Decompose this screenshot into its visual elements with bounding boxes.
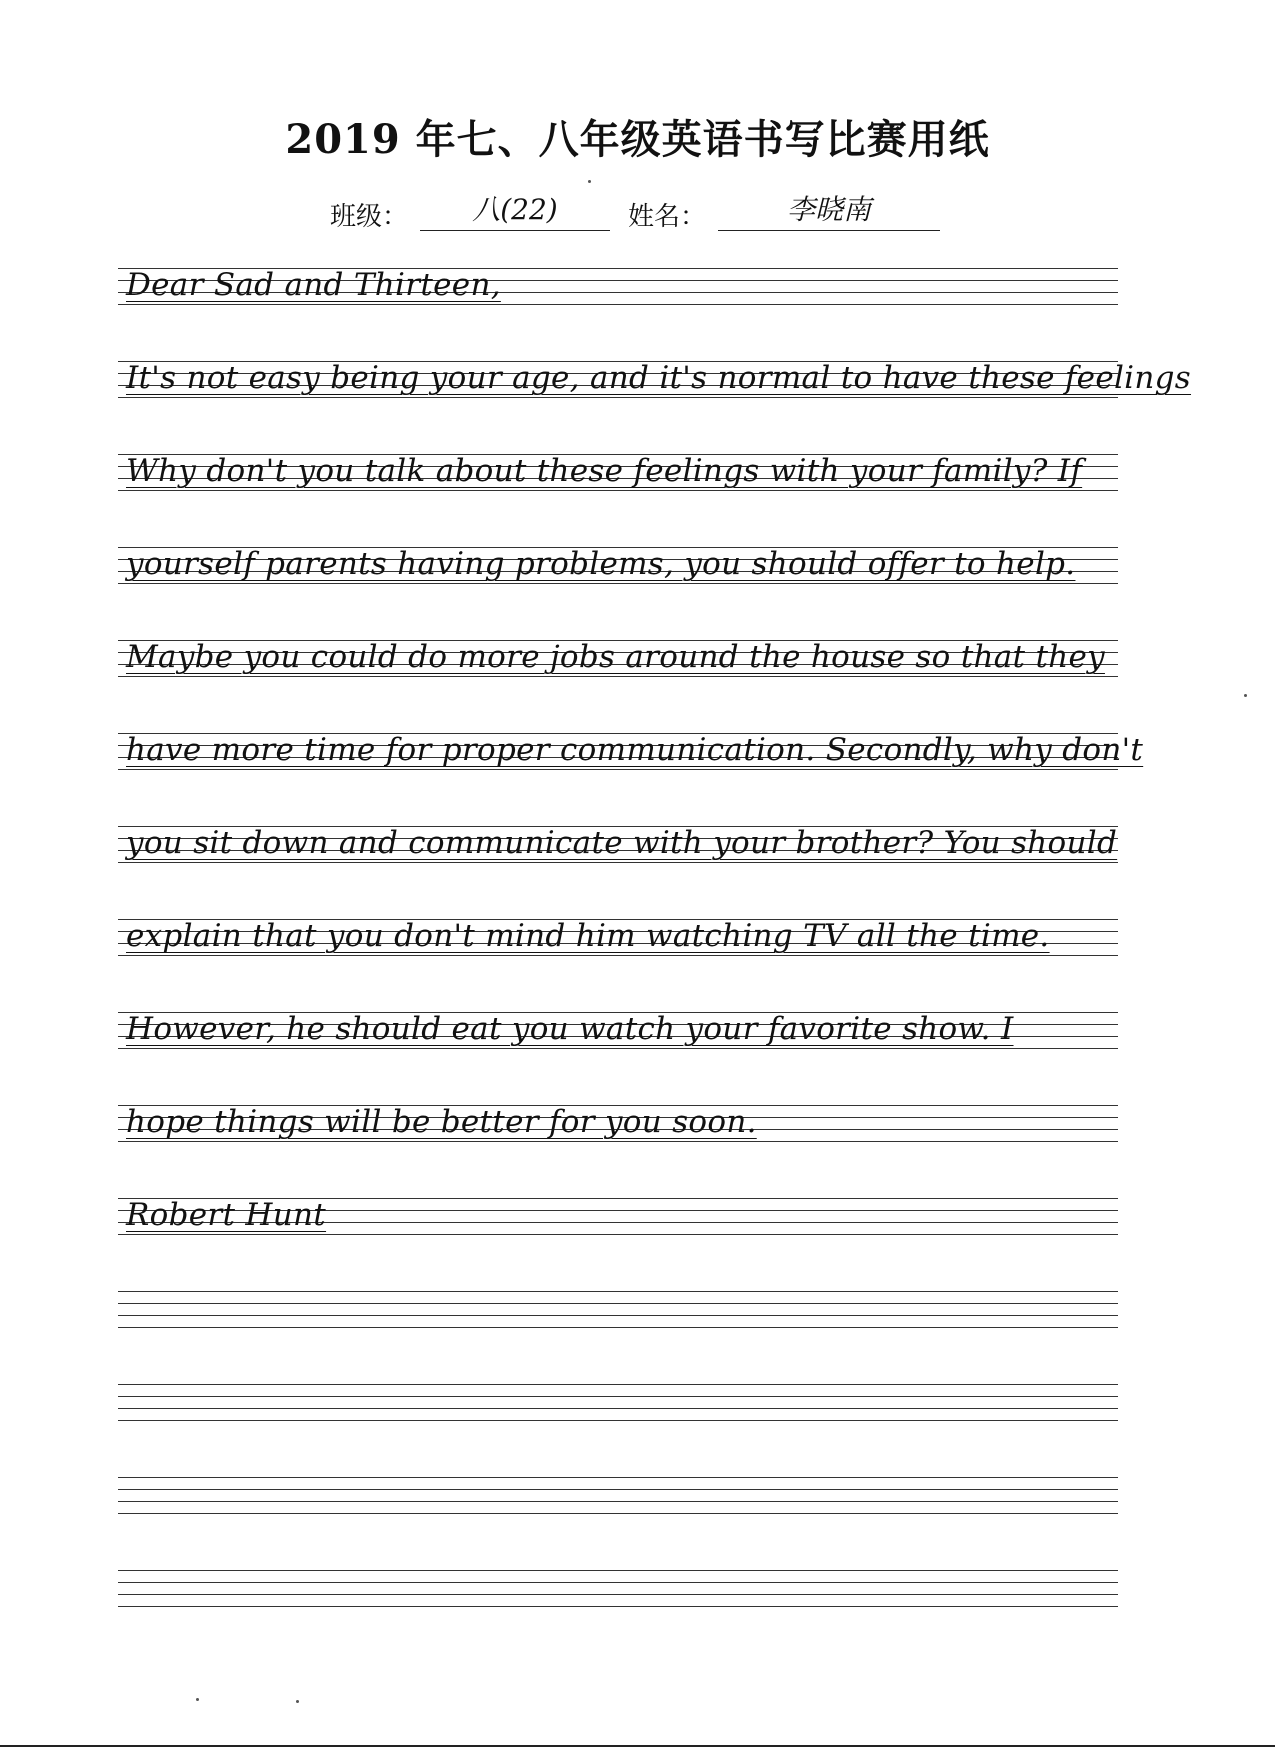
letter-line: hope things will be better for you soon. bbox=[126, 1104, 757, 1140]
page-bottom-border bbox=[0, 1745, 1275, 1747]
letter-line: Why don't you talk about these feelings with your family? If bbox=[126, 453, 1083, 489]
writing-row bbox=[118, 1004, 1118, 1066]
letter-line: It's not easy being your age, and it's normal to have these feelings bbox=[126, 360, 1192, 396]
letter-line: yourself parents having problems, you should offer to help. bbox=[126, 546, 1076, 582]
writing-row bbox=[118, 632, 1118, 694]
letter-line: Maybe you could do more jobs around the house so that they bbox=[126, 639, 1105, 675]
scan-speck bbox=[296, 1700, 299, 1703]
writing-row bbox=[118, 446, 1118, 508]
class-label: 班级： bbox=[330, 202, 409, 232]
writing-row bbox=[118, 260, 1118, 322]
scan-speck bbox=[588, 180, 591, 183]
writing-row bbox=[118, 818, 1118, 880]
name-value: 李晓南 bbox=[718, 192, 940, 231]
letter-line: explain that you don't mind him watching TV all the time. bbox=[126, 918, 1050, 954]
writing-row bbox=[118, 1190, 1118, 1252]
letter-line: However, he should eat you watch your favorite show. I bbox=[126, 1011, 1014, 1047]
writing-row bbox=[118, 353, 1192, 415]
scan-speck bbox=[196, 1698, 199, 1701]
letter-line: have more time for proper communication. Secondly, why don't bbox=[126, 732, 1144, 768]
scan-speck bbox=[1244, 694, 1247, 697]
writing-row bbox=[118, 1283, 1118, 1345]
writing-row bbox=[118, 539, 1118, 601]
name-label: 姓名： bbox=[628, 202, 707, 232]
writing-sheet bbox=[118, 260, 1192, 1650]
writing-row bbox=[118, 1562, 1118, 1624]
writing-row bbox=[118, 725, 1144, 787]
writing-row bbox=[118, 1469, 1118, 1531]
letter-line: Dear Sad and Thirteen, bbox=[126, 267, 501, 303]
letter-line: you sit down and communicate with your brother? You should bbox=[126, 825, 1118, 861]
writing-row bbox=[118, 911, 1118, 973]
class-value: 八(22) bbox=[420, 192, 610, 231]
page-title: 2019 年七、八年级英语书写比赛用纸 bbox=[285, 116, 990, 163]
writing-row bbox=[118, 1097, 1118, 1159]
signature-line: Robert Hunt bbox=[126, 1197, 327, 1233]
writing-row bbox=[118, 1376, 1118, 1438]
student-info bbox=[0, 192, 1275, 236]
